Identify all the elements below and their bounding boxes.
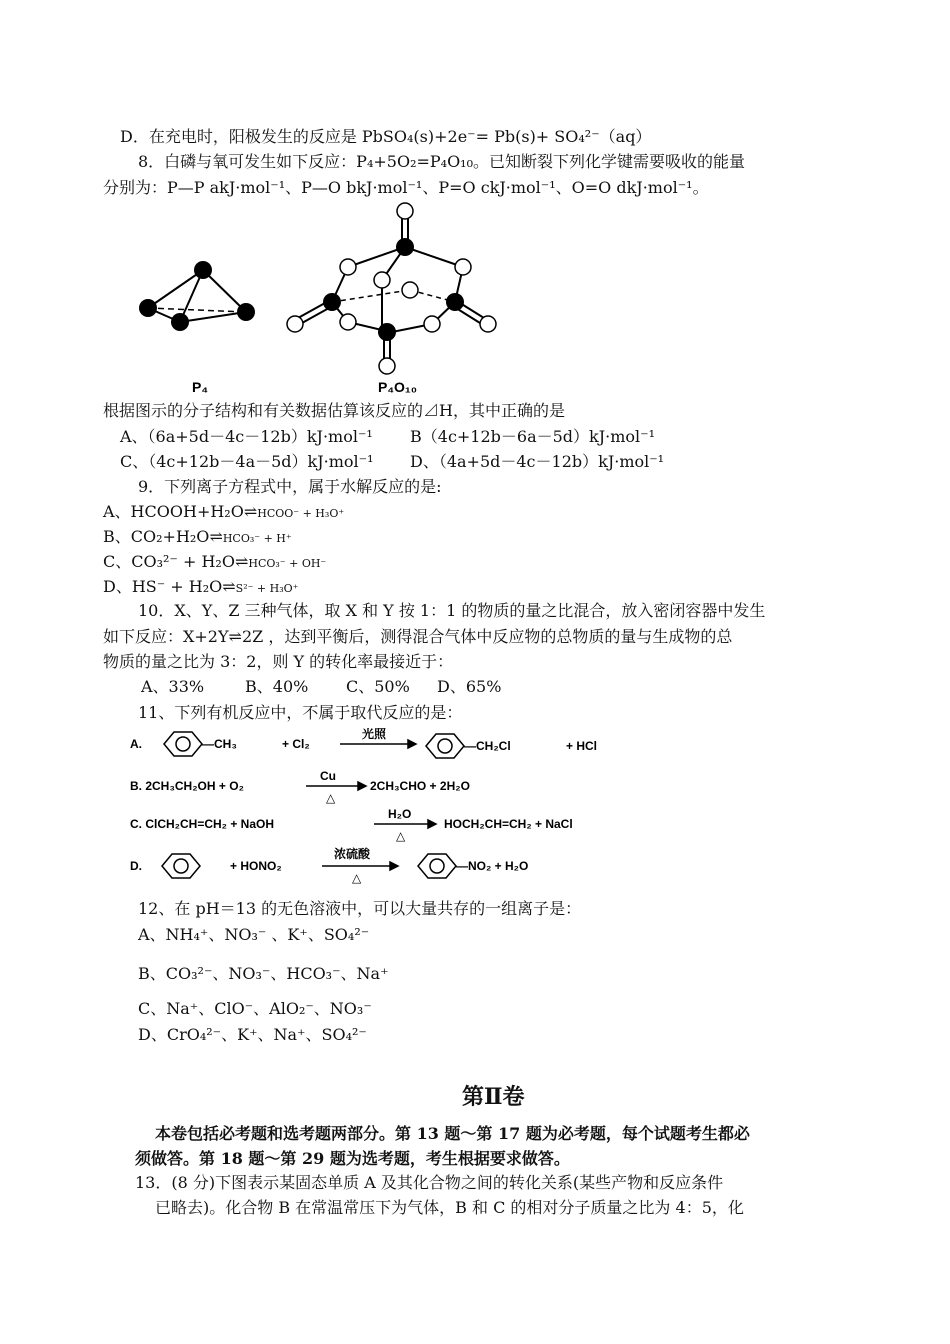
q11-b-products: 2CH₃CHO + 2H₂O [370,779,470,793]
equilibrium-arrow-icon: ⇌ [209,527,223,546]
equilibrium-arrow-icon: ⇌ [234,552,249,571]
heat-symbol: △ [396,829,406,843]
q11-stem: 11、下列有机反应中，不属于取代反应的是： [138,703,463,722]
reaction-arrow-icon [322,862,398,870]
part2-intro-line2: 须做答。第 18 题～第 29 题为选考题，考生根据要求做答。 [135,1149,570,1168]
p4o10-o-atoms [287,203,496,374]
q11-d-condition: 浓硫酸 [334,847,371,861]
q9-option-b [103,526,292,550]
q9-option-d [103,576,298,600]
reaction-arrow-icon [340,740,416,748]
p4-molecule [148,270,246,322]
q11-reactions [126,728,666,888]
equilibrium-arrow-icon: ⇌ [243,502,258,521]
q10-stem-line1: 10．X、Y、Z 三种气体，取 X 和 Y 按 1：1 的物质的量之比混合，放入密闭容器中发生 [138,601,766,620]
q8-stem-line2: 分别为：P—P akJ·mol⁻¹、P—O bkJ·mol⁻¹、P=O ckJ·mol⁻¹、O=O dkJ·mol⁻¹。 [103,178,709,197]
benzene-ring-icon [426,734,464,758]
molecule-diagram [130,202,530,398]
q11-a-substituent: —CH₃ [202,737,237,751]
q9-option-a [103,501,344,525]
q11-d-label: D. [130,859,142,873]
q8-option-a: A、（6a+5d－4c－12b）kJ·mol⁻¹ [120,427,373,446]
q8-option-d: D、（4a+5d－4c－12b）kJ·mol⁻¹ [410,452,665,471]
q10-option-b: B、40% [245,677,309,696]
q8-option-b: B（4c+12b－6a－5d）kJ·mol⁻¹ [410,427,656,446]
q11-b-reactants: B. 2CH₃CH₂OH + O₂ [130,779,244,793]
heat-symbol: △ [326,791,336,805]
q9-a-left: A、HCOOH+H₂O [103,502,244,521]
reaction-arrow-icon [374,820,436,828]
q11-c-reactants: C. ClCH₂CH=CH₂ + NaOH [130,817,275,831]
q12-option-d: D、CrO₄²⁻、K⁺、Na⁺、SO₄²⁻ [138,1025,367,1044]
q11-a-product: —CH₂Cl [464,739,511,753]
q11-d-plus: + HONO₂ [230,859,282,873]
q12-option-a: A、NH₄⁺、NO₃⁻ 、K⁺、SO₄²⁻ [138,925,370,944]
q9-c-left: C、CO₃²⁻ + H₂O [103,552,235,571]
q10-option-a: A、33% [141,677,205,696]
q9-a-right: HCOO⁻ + H₃O⁺ [257,507,345,520]
q11-a-plus: + Cl₂ [282,737,310,751]
q7-option-d: D．在充电时，阳极发生的反应是 PbSO₄(s)+2e⁻= Pb(s)+ SO₄²⁻（aq） [120,127,652,146]
q10-stem-line2: 如下反应：X+2Y⇌2Z ，达到平衡后，测得混合气体中反应物的总物质的量与生成物的总 [103,627,733,646]
q13-stem-line2: 已略去)。化合物 B 在常温常压下为气体，B 和 C 的相对分子质量之比为 4：5，化 [155,1198,744,1217]
p4-atoms [139,261,255,331]
equilibrium-arrow-icon: ⇌ [222,577,236,596]
q9-b-left: B、CO₂+H₂O [103,527,210,546]
q10-stem-line3: 物质的量之比为 3：2，则 Y 的转化率最接近于： [103,652,454,671]
q8-stem-line1: 8．白磷与氧可发生如下反应：P₄+5O₂=P₄O₁₀。已知断裂下列化学键需要吸收的能量 [138,152,746,171]
q9-option-c [103,551,326,575]
q12-option-b: B、CO₃²⁻、NO₃⁻、HCO₃⁻、Na⁺ [138,964,389,983]
q8-question: 根据图示的分子结构和有关数据估算该反应的⊿H，其中正确的是 [103,401,565,420]
p4-label: P₄ [192,379,209,395]
q9-b-right: HCO₃⁻ + H⁺ [222,532,292,545]
reaction-arrow-icon [306,782,366,790]
q11-b-condition: Cu [320,769,336,783]
q9-d-left: D、HS⁻ + H₂O [103,577,223,596]
q13-stem-line1: 13．(8 分)下图表示某固态单质 A 及其化合物之间的转化关系(某些产物和反应条件 [135,1173,724,1192]
q11-a-condition: 光照 [362,728,387,741]
heat-symbol: △ [352,871,362,885]
q11-c-condition: H₂O [388,807,412,821]
q12-option-c: C、Na⁺、ClO⁻、AlO₂⁻、NO₃⁻ [138,999,372,1018]
q10-option-c: C、50% [346,677,410,696]
part2-intro-line1: 本卷包括必考题和选考题两部分。第 13 题～第 17 题为必考题，每个试题考生都必 [155,1124,750,1143]
q12-stem: 12、在 pH＝13 的无色溶液中，可以大量共存的一组离子是： [138,899,582,918]
p4o10-label: P₄O₁₀ [378,379,417,395]
benzene-ring-icon [164,732,202,756]
q11-c-products: HOCH₂CH=CH₂ + NaCl [444,817,573,831]
benzene-ring-icon [162,854,200,878]
q11-a-tail: + HCl [566,739,598,753]
q11-d-products: —NO₂ + H₂O [456,859,529,873]
q9-c-right: HCO₃⁻ + OH⁻ [248,557,327,570]
q8-option-c: C、（4c+12b－4a－5d）kJ·mol⁻¹ [120,452,374,471]
benzene-ring-icon [418,854,456,878]
part2-title: 第Ⅱ卷 [462,1084,525,1110]
q9-d-right: S²⁻ + H₃O⁺ [235,582,299,595]
q11-a-label: A. [130,737,142,751]
q10-option-d: D、65% [437,677,502,696]
q9-stem: 9．下列离子方程式中，属于水解反应的是: [138,477,442,496]
